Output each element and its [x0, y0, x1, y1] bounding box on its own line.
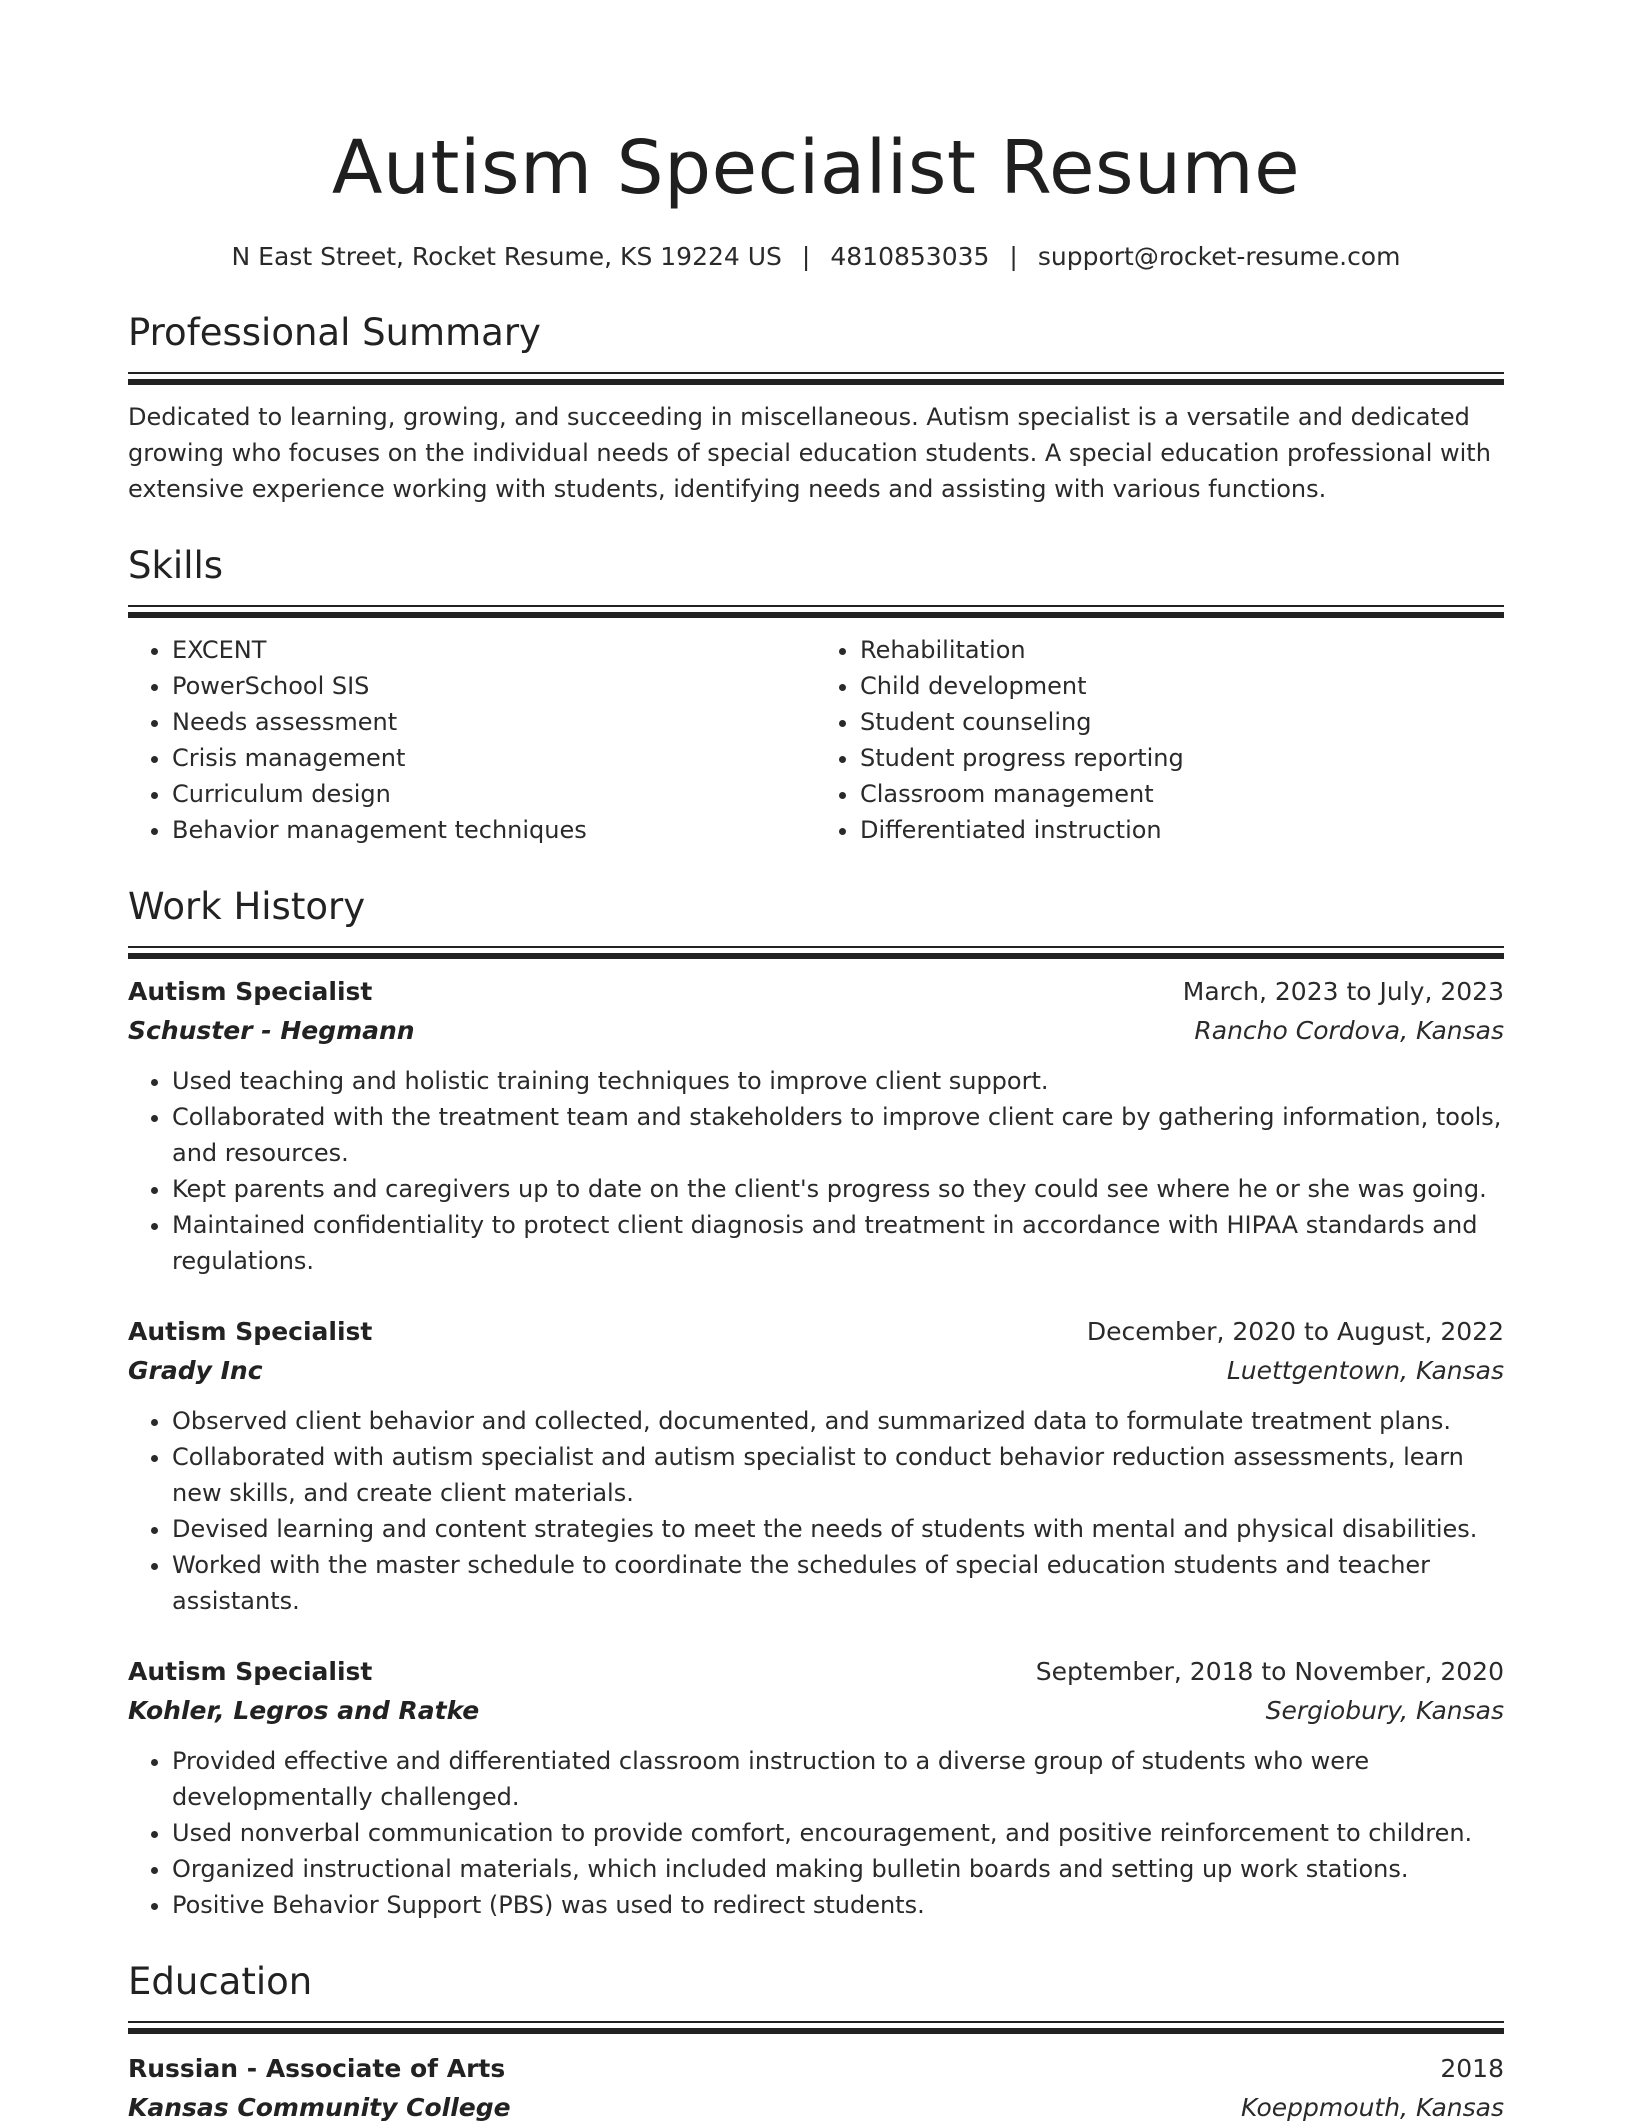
- work-heading: Work History: [128, 885, 366, 928]
- job-bullet: • Collaborated with the treatment team and stakeholders to improve client care by gathering information, tools, and resources.: [172, 1099, 1504, 1171]
- section-divider: [128, 2021, 1504, 2034]
- summary-text: Dedicated to learning, growing, and succeeding in miscellaneous. Autism specialist is a versatile and dedicated growing who focuses on the individual needs of special education students. A special education professional with extensive experience working with students, identifying needs and assisting with various functions.: [128, 403, 1491, 503]
- job-company: Kohler, Legros and Ratke: [128, 1696, 480, 1725]
- job-bullet: • Worked with the master schedule to coordinate the schedules of special education students and teacher assistants.: [172, 1547, 1504, 1619]
- work-section: [128, 882, 1504, 1923]
- job-role: Autism Specialist: [128, 1317, 373, 1346]
- education-year: 2018: [1440, 2054, 1504, 2083]
- skill-item: • EXCENT: [172, 632, 816, 668]
- skill-item: • Rehabilitation: [860, 632, 1504, 668]
- job-company: Grady Inc: [128, 1356, 263, 1385]
- summary-heading: Professional Summary: [128, 311, 541, 354]
- skill-item: • PowerSchool SIS: [172, 668, 816, 704]
- contact-line: [128, 240, 1504, 274]
- education-location: Koeppmouth, Kansas: [1241, 2093, 1504, 2122]
- section-divider: [128, 372, 1504, 385]
- skill-item: • Curriculum design: [172, 776, 816, 812]
- job-bullets: [128, 1743, 1504, 1923]
- page-title: Autism Specialist Resume: [331, 125, 1301, 211]
- job-bullet: • Kept parents and caregivers up to date on the client's progress so they could see where he or she was going.: [172, 1171, 1504, 1207]
- job-bullet: • Maintained confidentiality to protect client diagnosis and treatment in accordance with HIPAA standards and regulations.: [172, 1207, 1504, 1279]
- job-dates: September, 2018 to November, 2020: [1035, 1657, 1504, 1686]
- job-location: Luettgentown, Kansas: [1226, 1356, 1504, 1385]
- job-dates: December, 2020 to August, 2022: [1086, 1317, 1504, 1346]
- skill-item: • Needs assessment: [172, 704, 816, 740]
- skills-heading: Skills: [128, 544, 224, 587]
- job-dates: March, 2023 to July, 2023: [1182, 977, 1504, 1006]
- contact-separator: |: [801, 242, 811, 271]
- job-bullet: • Devised learning and content strategies to meet the needs of students with mental and physical disabilities.: [172, 1511, 1504, 1547]
- job-bullet: • Used nonverbal communication to provide comfort, encouragement, and positive reinforcement to children.: [172, 1815, 1504, 1851]
- education-heading: Education: [128, 1960, 313, 2003]
- job-location: Sergiobury, Kansas: [1265, 1696, 1504, 1725]
- skill-item: • Differentiated instruction: [860, 812, 1504, 848]
- contact-email: support@rocket-resume.com: [1037, 242, 1401, 271]
- job-bullet: • Observed client behavior and collected, documented, and summarized data to formulate treatment plans.: [172, 1403, 1504, 1439]
- skills-right-list: [816, 632, 1504, 848]
- job-bullets: [128, 1063, 1504, 1279]
- skills-left-list: [128, 632, 816, 848]
- job-location: Rancho Cordova, Kansas: [1194, 1016, 1504, 1045]
- job-bullet: • Positive Behavior Support (PBS) was used to redirect students.: [172, 1887, 1504, 1923]
- job-bullet: • Used teaching and holistic training techniques to improve client support.: [172, 1063, 1504, 1099]
- skills-columns: [128, 632, 1504, 848]
- job-entry: [128, 1653, 1504, 1923]
- skill-item: • Behavior management techniques: [172, 812, 816, 848]
- contact-phone: 4810853035: [830, 242, 990, 271]
- education-degree: Russian - Associate of Arts: [128, 2054, 506, 2083]
- job-bullets: [128, 1403, 1504, 1619]
- job-company: Schuster - Hegmann: [128, 1016, 415, 1045]
- skill-item: • Crisis management: [172, 740, 816, 776]
- section-divider: [128, 946, 1504, 959]
- job-entry: [128, 1313, 1504, 1619]
- skill-item: • Classroom management: [860, 776, 1504, 812]
- job-role: Autism Specialist: [128, 977, 373, 1006]
- skill-item: • Child development: [860, 668, 1504, 704]
- contact-separator: |: [1009, 242, 1018, 271]
- education-school: Kansas Community College: [128, 2093, 511, 2122]
- job-entry: [128, 973, 1504, 1279]
- summary-section: [128, 308, 1504, 507]
- job-role: Autism Specialist: [128, 1657, 373, 1686]
- skill-item: • Student counseling: [860, 704, 1504, 740]
- education-section: [128, 1957, 1504, 2128]
- contact-address: N East Street, Rocket Resume, KS 19224 US: [231, 242, 782, 271]
- job-bullet: • Provided effective and differentiated classroom instruction to a diverse group of students who were developmentally challenged.: [172, 1743, 1504, 1815]
- job-bullet: • Collaborated with autism specialist and autism specialist to conduct behavior reduction assessments, learn new skills, and create client materials.: [172, 1439, 1504, 1511]
- skill-item: • Student progress reporting: [860, 740, 1504, 776]
- education-entry: [128, 2050, 1504, 2128]
- skills-section: [128, 541, 1504, 848]
- job-bullet: • Organized instructional materials, which included making bulletin boards and setting up work stations.: [172, 1851, 1504, 1887]
- section-divider: [128, 605, 1504, 618]
